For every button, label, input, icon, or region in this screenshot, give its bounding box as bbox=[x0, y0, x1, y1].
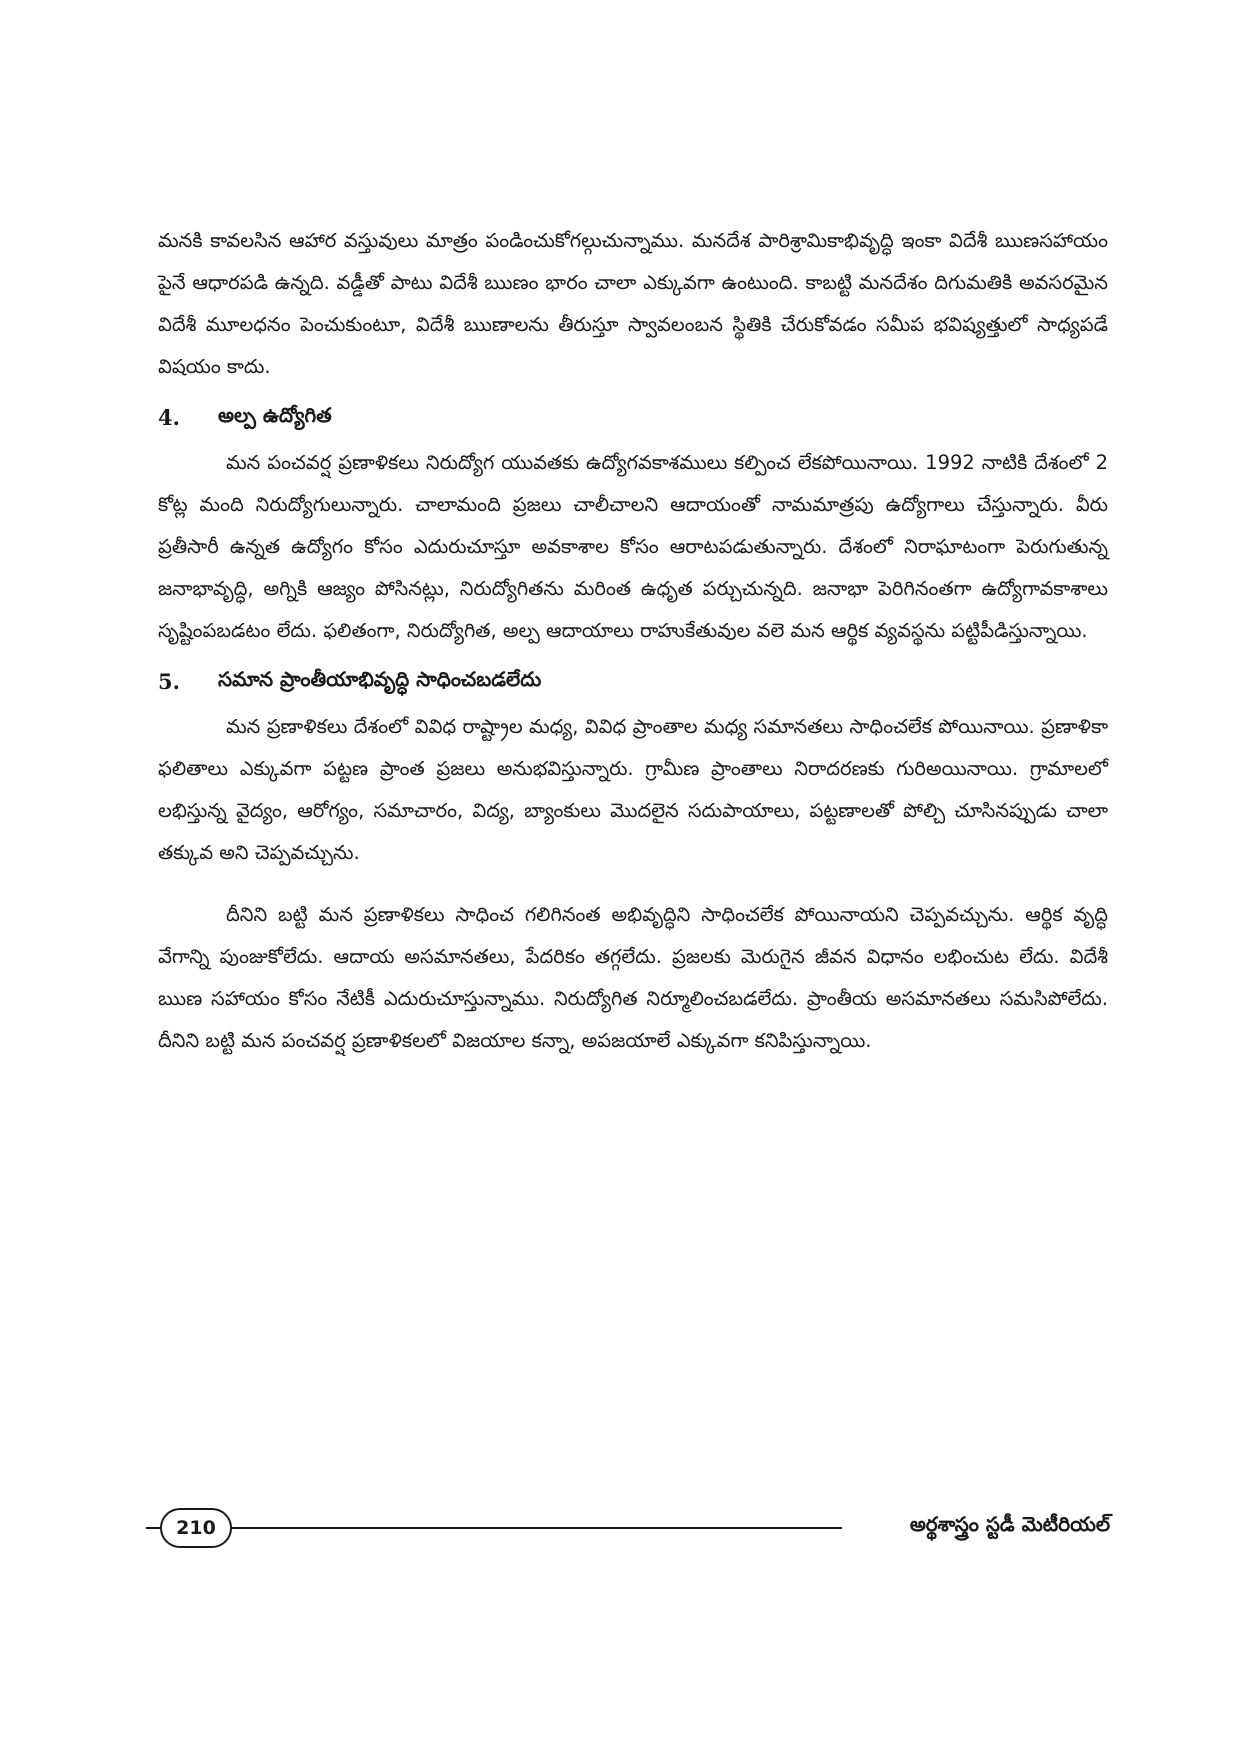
page-content bbox=[158, 220, 1108, 1062]
paragraph-section-5: మన ప్రణాళికలు దేశంలో వివిధ రాష్ట్రాల మధ్య, వివిధ ప్రాంతాల మధ్య సమానతలు సాధించలేక పోయినాయి. ప్రణాళికా ఫలితాలు ఎక్కువగా పట్టణ ప్రాంత ప్రజలు అనుభవిస్తున్నారు. గ్రామీణ ప్రాంతాలు నిరాదరణకు గురిఅయినాయి. గ్రామాలలో లభిస్తున్న వైద్యం, ఆరోగ్యం, సమాచారం, విద్య, బ్యాంకులు మొదలైన సదుపాయాలు, పట్టణాలతో పోల్చి చూసినప్పుడు చాలా తక్కువ అని చెప్పవచ్చును. bbox=[158, 715, 1108, 864]
page-footer bbox=[160, 1508, 1110, 1554]
section-title: అల్ప ఉద్యోగిత bbox=[218, 402, 332, 427]
section-heading-4 bbox=[158, 394, 1108, 440]
paragraph-intro: మనకి కావలసిన ఆహార వస్తువులు మాత్రం పండించుకోగల్గుచున్నాము. మనదేశ పారిశ్రామికాభివృద్ధి ఇంకా విదేశీ ఋణసహాయం పైనే ఆధారపడి ఉన్నది. వడ్డీతో పాటు విదేశీ ఋణం భారం చాలా ఎక్కువగా ఉంటుంది. కాబట్టి మనదేశం దిగుమతికి అవసరమైన విదేశీ మూలధనం పెంచుకుంటూ, విదేశీ ఋణాలను తీరుస్తూ స్వావలంబన స్థితికి చేరుకోవడం సమీప భవిష్యత్తులో సాధ్యపడే విషయం కాదు. bbox=[158, 229, 1108, 378]
paragraph-section-4: మన పంచవర్ష ప్రణాళికలు నిరుద్యోగ యువతకు ఉద్యోగవకాశములు కల్పించ లేకపోయినాయి. 1992 నాటికి దేశంలో 2 కోట్ల మంది నిరుద్యోగులున్నారు. చాలామంది ప్రజలు చాలీచాలని ఆదాయంతో నామమాత్రపు ఉద్యోగాలు చేస్తున్నారు. వీరు ప్రతీసారీ ఉన్నత ఉద్యోగం కోసం ఎదురుచూస్తూ అవకాశాల కోసం ఆరాటపడుతున్నారు. దేశంలో నిరాఘాటంగా పెరుగుతున్న జనాభావృద్ధి, అగ్నికి ఆజ్యం పోసినట్లు, నిరుద్యోగితను మరింత ఉధృత పర్చుచున్నది. జనాభా పెరిగినంతగా ఉద్యోగావకాశాలు సృష్టింపబడటం లేదు. ఫలితంగా, నిరుద్యోగిత, అల్ప ఆదాయాలు రాహుకేతువుల వలె మన ఆర్థిక వ్యవస్థను పట్టిపీడిస్తున్నాయి. bbox=[158, 451, 1108, 642]
footer-book-title: అర్థశాస్త్రం స్టడీ మెటీరియల్ bbox=[909, 1512, 1110, 1536]
paragraph-gap bbox=[158, 874, 1108, 894]
section-number: 4. bbox=[158, 404, 180, 430]
footer-lead-line bbox=[146, 1527, 160, 1529]
section-number: 5. bbox=[158, 668, 180, 694]
page-number: 210 bbox=[176, 1517, 216, 1539]
page-number-badge bbox=[160, 1508, 232, 1548]
paragraph-conclusion: దీనిని బట్టి మన ప్రణాళికలు సాధించ గలిగినంత అభివృద్ధిని సాధించలేక పోయినాయని చెప్పవచ్చును. ఆర్థిక వృద్ధి వేగాన్ని పుంజుకోలేదు. ఆదాయ అసమానతలు, పేదరికం తగ్గలేదు. ప్రజలకు మెరుగైన జీవన విధానం లభించుట లేదు. విదేశీ ఋణ సహాయం కోసం నేటికీ ఎదురుచూస్తున్నాము. నిరుద్యోగిత నిర్మూలించబడలేదు. ప్రాంతీయ అసమానతలు సమసిపోలేదు. దీనిని బట్టి మన పంచవర్ష ప్రణాళికలలో విజయాల కన్నా, అపజయాలే ఎక్కువగా కనిపిస్తున్నాయి. bbox=[158, 903, 1108, 1052]
section-heading-5 bbox=[158, 658, 1108, 704]
section-title: సమాన ప్రాంతీయాభివృద్ధి సాధించబడలేదు bbox=[218, 666, 542, 691]
footer-rule bbox=[232, 1527, 842, 1529]
